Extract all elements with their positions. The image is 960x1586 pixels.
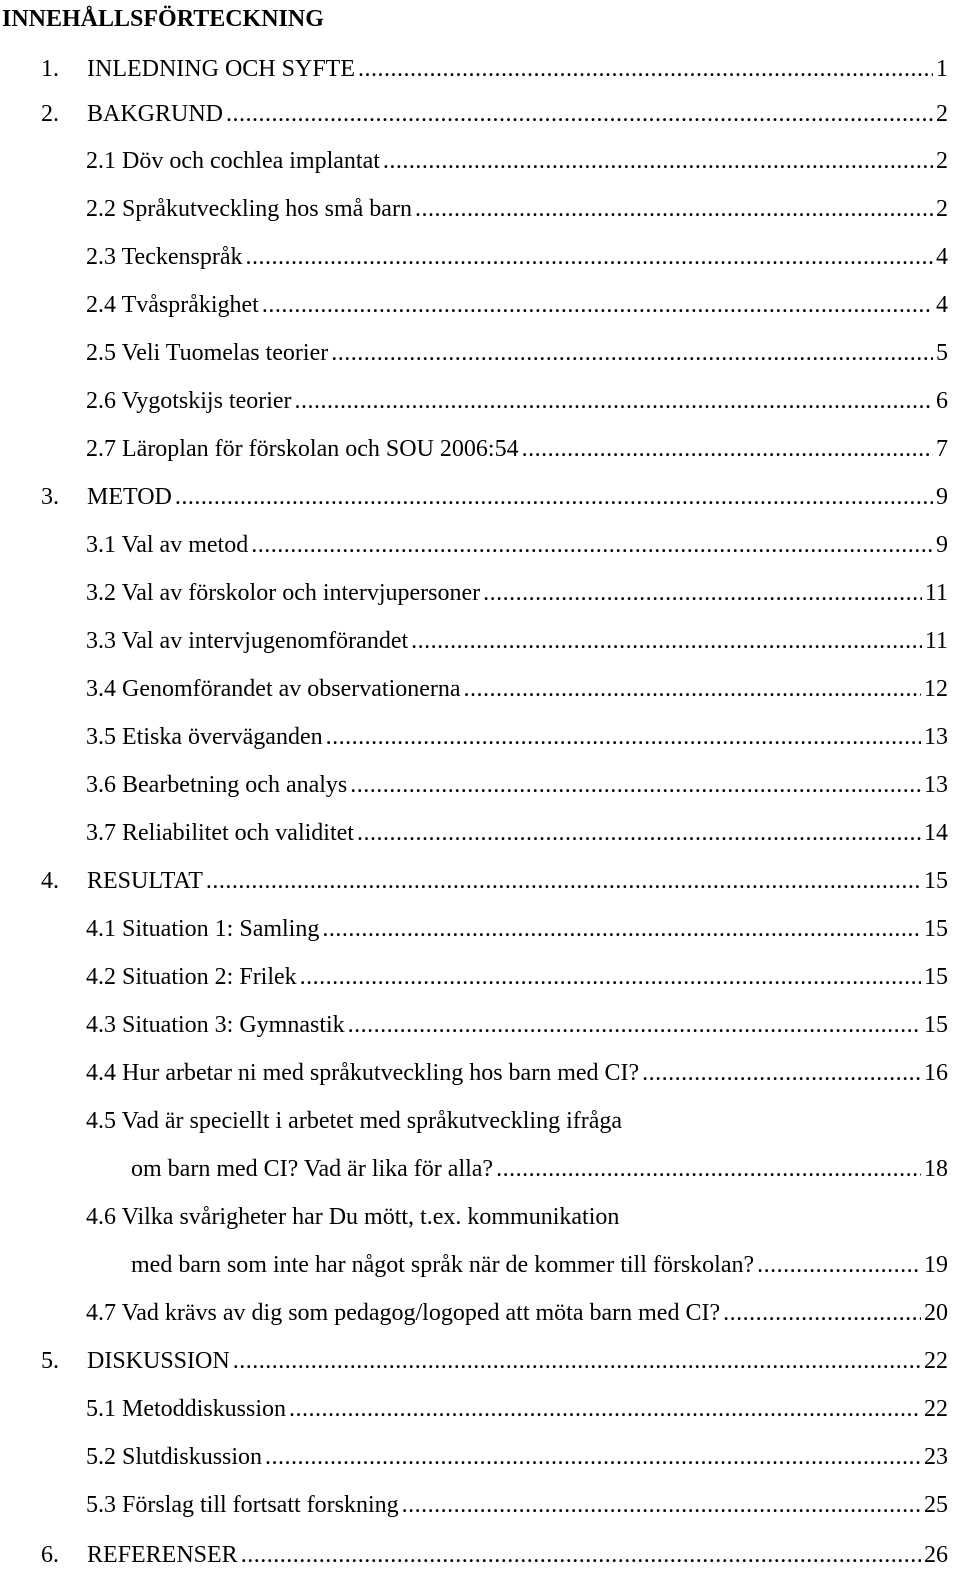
toc-entry[interactable] [86, 530, 948, 560]
toc-entry[interactable] [86, 1010, 948, 1040]
toc-entry-page: 23 [924, 1444, 948, 1470]
toc-dot-leader [300, 962, 921, 992]
toc-entry-page: 4 [936, 244, 948, 270]
toc-dot-leader [464, 674, 921, 704]
toc-entry-title: DISKUSSION [87, 1348, 230, 1374]
toc-entry-title: BAKGRUND [87, 101, 224, 127]
toc-entry[interactable] [86, 1442, 948, 1472]
toc-dot-leader [348, 1010, 921, 1040]
toc-entry-title[interactable]: 4.6 Vilka svårigheter har Du mött, t.ex. kommunikation [86, 1204, 620, 1230]
toc-entry-page: 4 [936, 292, 948, 318]
toc-entry-title: RESULTAT [87, 868, 203, 894]
toc-entry[interactable] [86, 1490, 948, 1520]
toc-entry-title[interactable]: 4.5 Vad är speciellt i arbetet med språkutveckling ifråga [86, 1108, 623, 1134]
toc-entry-page: 9 [936, 484, 948, 510]
toc-entry-title: 4.4 Hur arbetar ni med språkutveckling hos barn med CI? [86, 1060, 640, 1086]
toc-entry[interactable] [86, 818, 948, 848]
toc-entry-page: 19 [924, 1252, 948, 1278]
toc-entry-page: 11 [924, 628, 948, 654]
toc-entry-title: 5.2 Slutdiskussion [86, 1444, 263, 1470]
toc-entry[interactable] [86, 770, 948, 800]
toc-entry[interactable] [86, 146, 948, 176]
toc-dot-leader [415, 194, 933, 224]
toc-entry-title: 2.4 Tvåspråkighet [86, 292, 259, 318]
toc-entry-number: 4. [41, 868, 59, 894]
toc-entry[interactable] [86, 434, 948, 464]
toc-dot-leader [295, 386, 933, 416]
toc-entry-page: 22 [924, 1348, 948, 1374]
toc-entry-page: 6 [936, 388, 948, 414]
toc-dot-leader [262, 290, 933, 320]
toc-heading: INNEHÅLLSFÖRTECKNING [2, 6, 324, 32]
toc-dot-leader [251, 530, 933, 560]
toc-entry[interactable] [86, 1394, 948, 1424]
toc-entry-page: 20 [924, 1300, 948, 1326]
toc-dot-leader [246, 242, 934, 272]
toc-entry-page: 5 [936, 340, 948, 366]
toc-entry-title: 3.5 Etiska överväganden [86, 724, 323, 750]
toc-entry-title: 3.7 Reliabilitet och validitet [86, 820, 354, 846]
toc-entry-page: 15 [924, 1012, 948, 1038]
toc-entry[interactable] [86, 1058, 948, 1088]
toc-entry-title: 3.4 Genomförandet av observationerna [86, 676, 461, 702]
toc-entry-page: 15 [924, 868, 948, 894]
toc-entry[interactable] [41, 1540, 948, 1570]
toc-entry[interactable] [41, 482, 948, 512]
toc-dot-leader [322, 914, 921, 944]
toc-dot-leader [241, 1540, 921, 1570]
toc-entry[interactable] [86, 386, 948, 416]
toc-entry-title: 2.7 Läroplan för förskolan och SOU 2006:54 [86, 436, 519, 462]
toc-entry-page: 12 [924, 676, 948, 702]
toc-entry-number: 5. [41, 1348, 59, 1374]
toc-entry-page: 14 [924, 820, 948, 846]
toc-dot-leader [357, 818, 921, 848]
toc-entry-title: 5.3 Förslag till fortsatt forskning [86, 1492, 399, 1518]
toc-dot-leader [206, 866, 921, 896]
toc-entry[interactable] [86, 338, 948, 368]
toc-entry-page: 1 [936, 56, 948, 82]
toc-entry-title: 2.3 Teckenspråk [86, 244, 243, 270]
toc-entry-number: 3. [41, 484, 59, 510]
toc-dot-leader [265, 1442, 921, 1472]
toc-entry-title: 2.5 Veli Tuomelas teorier [86, 340, 329, 366]
toc-entry-title: 5.1 Metoddiskussion [86, 1396, 287, 1422]
toc-entry-number: 2. [41, 101, 59, 127]
toc-entry[interactable] [41, 1346, 948, 1376]
toc-dot-leader [757, 1250, 921, 1280]
toc-entry-title-continued: om barn med CI? Vad är lika för alla? [131, 1156, 494, 1182]
toc-dot-leader [496, 1154, 921, 1184]
toc-dot-leader [383, 146, 933, 176]
toc-entry[interactable] [86, 722, 948, 752]
toc-dot-leader [226, 99, 933, 129]
toc-entry-title: 2.2 Språkutveckling hos små barn [86, 196, 412, 222]
toc-entry-title: 4.1 Situation 1: Samling [86, 916, 320, 942]
toc-entry-page: 18 [924, 1156, 948, 1182]
toc-entry-title: 3.2 Val av förskolor och intervjupersoner [86, 580, 481, 606]
toc-entry-page: 26 [924, 1542, 948, 1568]
toc-entry-title: METOD [87, 484, 172, 510]
toc-entry[interactable] [131, 1250, 948, 1280]
toc-entry-page: 16 [924, 1060, 948, 1086]
toc-entry[interactable] [86, 194, 948, 224]
toc-entry[interactable] [86, 578, 948, 608]
toc-entry[interactable] [86, 914, 948, 944]
toc-entry[interactable] [86, 626, 948, 656]
toc-entry-title: 4.7 Vad krävs av dig som pedagog/logoped att möta barn med CI? [86, 1300, 721, 1326]
toc-dot-leader [175, 482, 933, 512]
toc-entry-number: 1. [41, 56, 59, 82]
toc-dot-leader [411, 626, 922, 656]
toc-entry-page: 9 [936, 532, 948, 558]
toc-entry-title: 4.2 Situation 2: Frilek [86, 964, 297, 990]
toc-dot-leader [402, 1490, 921, 1520]
toc-entry[interactable] [86, 962, 948, 992]
toc-dot-leader [358, 54, 933, 84]
toc-entry-page: 25 [924, 1492, 948, 1518]
toc-entry-page: 15 [924, 916, 948, 942]
toc-dot-leader [233, 1346, 921, 1376]
toc-entry[interactable] [41, 866, 948, 896]
toc-entry-title: INLEDNING OCH SYFTE [87, 56, 355, 82]
toc-entry-page: 2 [936, 148, 948, 174]
toc-entry-page: 13 [924, 772, 948, 798]
toc-entry-page: 2 [936, 196, 948, 222]
toc-entry[interactable] [86, 1298, 948, 1328]
toc-entry-title: 2.6 Vygotskijs teorier [86, 388, 292, 414]
toc-entry[interactable] [86, 674, 948, 704]
toc-entry-page: 15 [924, 964, 948, 990]
toc-entry-title: 4.3 Situation 3: Gymnastik [86, 1012, 345, 1038]
toc-entry[interactable] [41, 54, 948, 84]
toc-dot-leader [331, 338, 933, 368]
toc-dot-leader [642, 1058, 921, 1088]
toc-entry-title: 3.6 Bearbetning och analys [86, 772, 348, 798]
toc-dot-leader [483, 578, 922, 608]
toc-entry-title: 2.1 Döv och cochlea implantat [86, 148, 380, 174]
toc-entry-title: 3.1 Val av metod [86, 532, 249, 558]
toc-entry-number: 6. [41, 1542, 59, 1568]
toc-entry[interactable] [86, 290, 948, 320]
toc-dot-leader [723, 1298, 921, 1328]
toc-entry[interactable] [86, 242, 948, 272]
toc-entry[interactable] [131, 1154, 948, 1184]
toc-entry-title: 3.3 Val av intervjugenomförandet [86, 628, 409, 654]
toc-dot-leader [289, 1394, 921, 1424]
toc-dot-leader [350, 770, 921, 800]
toc-entry-page: 13 [924, 724, 948, 750]
toc-entry-page: 7 [936, 436, 948, 462]
toc-entry-title: REFERENSER [87, 1542, 238, 1568]
toc-entry-page: 22 [924, 1396, 948, 1422]
toc-entry-page: 11 [924, 580, 948, 606]
toc-entry[interactable] [41, 99, 948, 129]
toc-dot-leader [522, 434, 933, 464]
toc-entry-title-continued: med barn som inte har något språk när de kommer till förskolan? [131, 1252, 755, 1278]
toc-dot-leader [326, 722, 921, 752]
toc-entry-page: 2 [936, 101, 948, 127]
